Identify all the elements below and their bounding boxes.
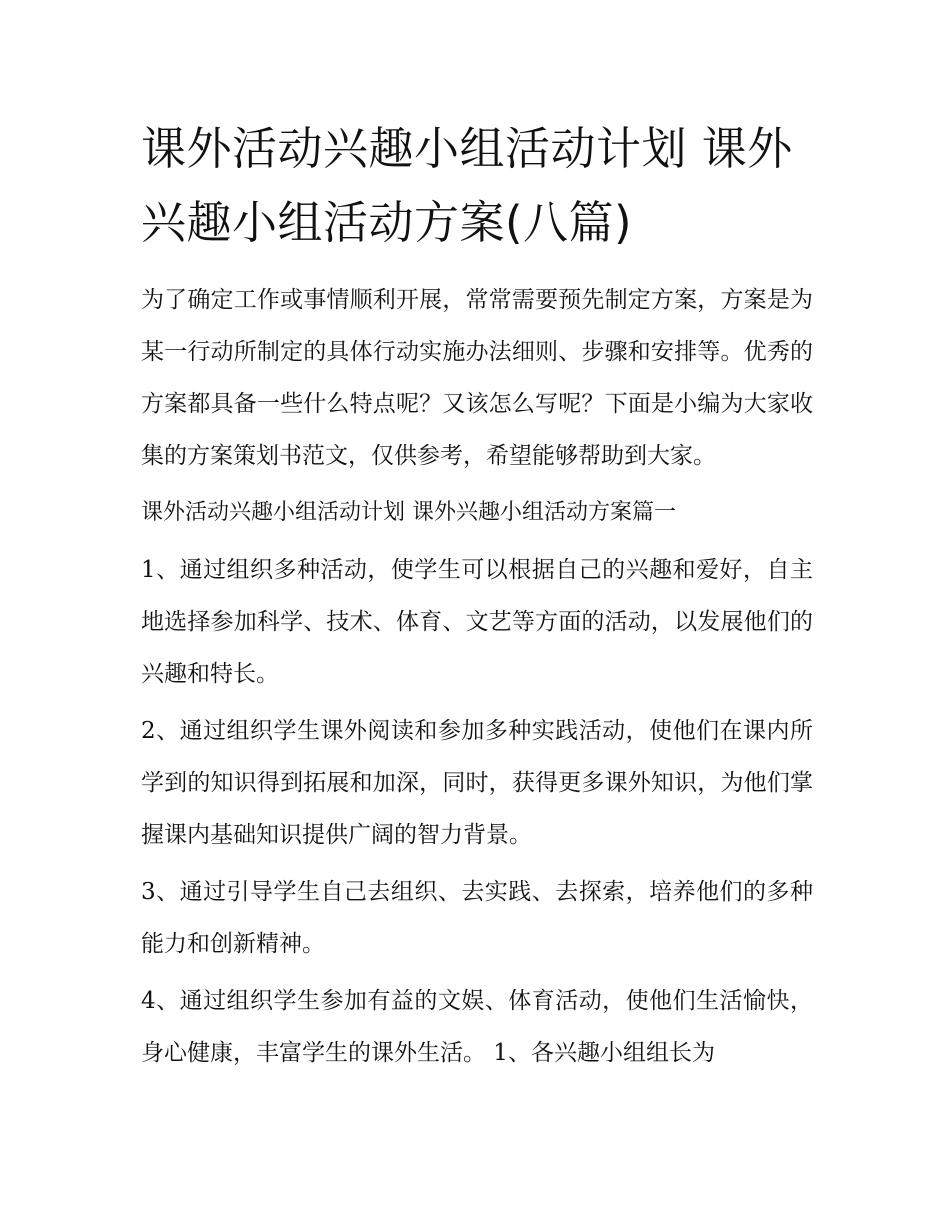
list-item-4: 4、通过组织学生参加有益的文娱、体育活动，使他们生活愉快，身心健康，丰富学生的课外生活。 1、各兴趣小组组长为 [141, 988, 813, 1066]
document-title: 课外活动兴趣小组活动计划 课外兴趣小组活动方案(八篇) [141, 122, 793, 249]
intro-paragraph: 为了确定工作或事情顺利开展，常常需要预先制定方案，方案是为某一行动所制定的具体行动实施办法细则、步骤和安排等。优秀的方案都具备一些什么特点呢？又该怎么写呢？下面是小编为大家收集的方案策划书范文，仅供参考，希望能够帮助到大家。 [141, 287, 813, 469]
list-item-2: 2、通过组织学生课外阅读和参加多种实践活动，使他们在课内所学到的知识得到拓展和加深，同时，获得更多课外知识，为他们掌握课内基础知识提供广阔的智力背景。 [141, 718, 813, 848]
list-item-1: 1、通过组织多种活动，使学生可以根据自己的兴趣和爱好，自主地选择参加科学、技术、体育、文艺等方面的活动，以发展他们的兴趣和特长。 [141, 557, 813, 687]
list-item-3: 3、通过引导学生自己去组织、去实践、去探索，培养他们的多种能力和创新精神。 [141, 879, 813, 957]
section-heading: 课外活动兴趣小组活动计划 课外兴趣小组活动方案篇一 [141, 500, 676, 525]
document-body [141, 112, 813, 1084]
